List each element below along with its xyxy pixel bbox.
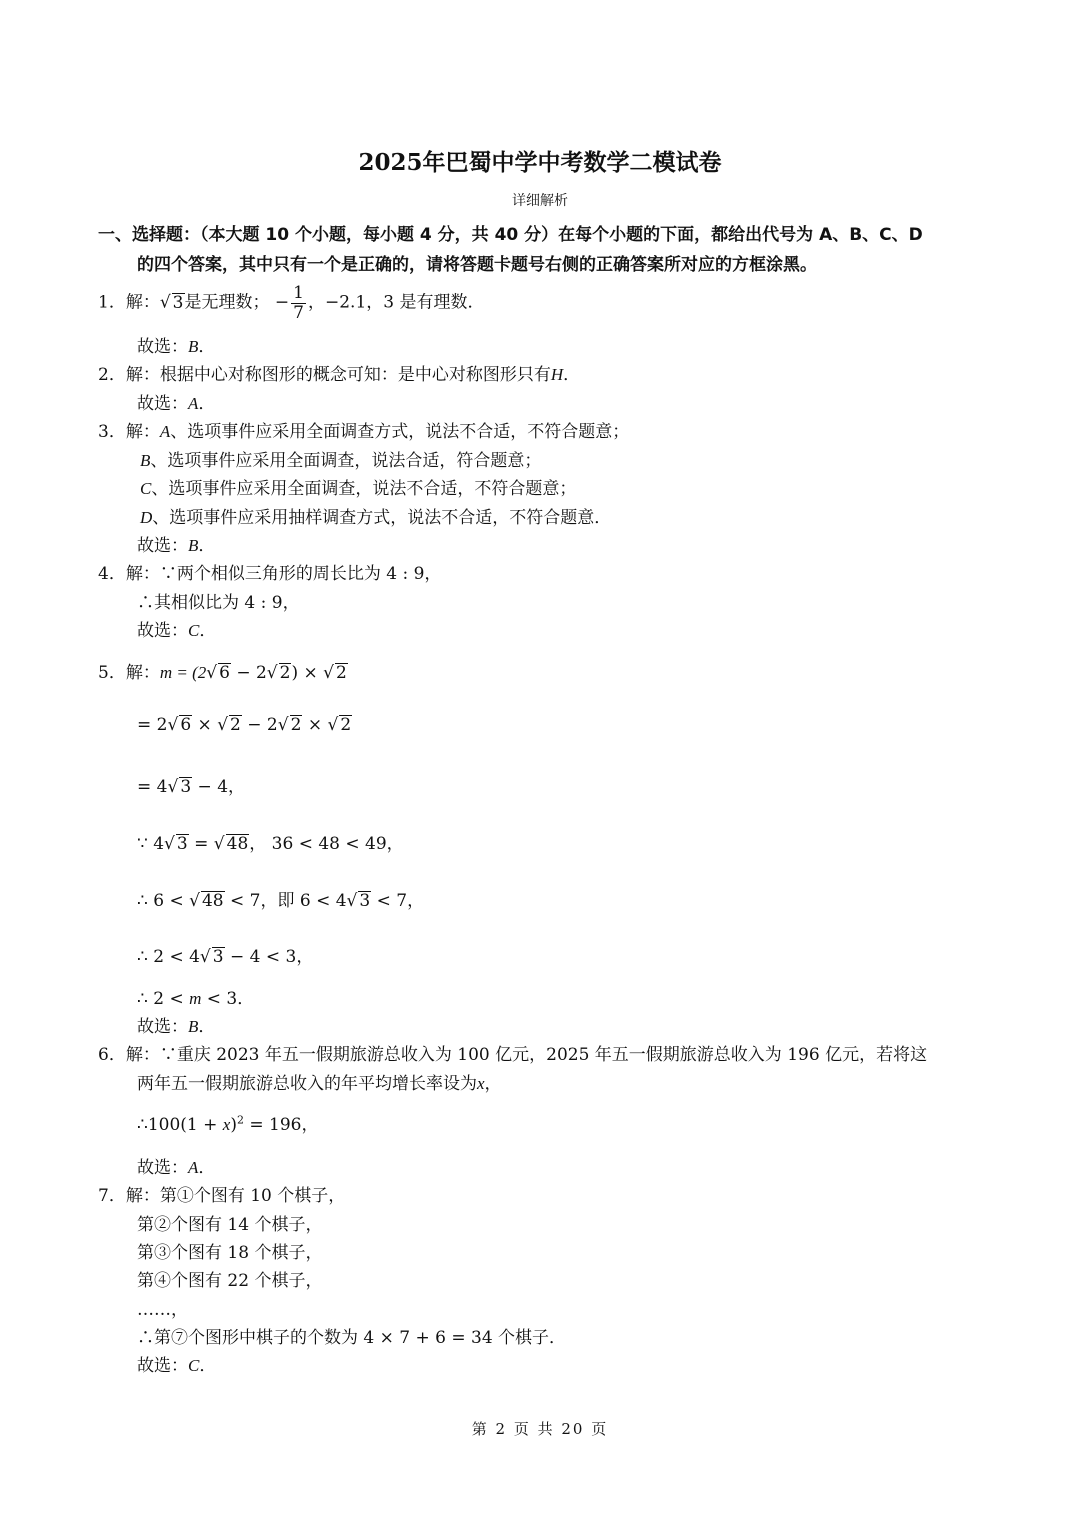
- q6-eq-c: = 196，: [243, 1115, 319, 1135]
- q7-answer: [137, 1351, 216, 1376]
- q1-radicand: 3: [172, 292, 184, 313]
- q6-answer: [137, 1153, 215, 1178]
- q5-s5b: < 7，即 6 < 4: [224, 891, 347, 911]
- q6-line1: 6．解：∵重庆 2023 年五一假期旅游总收入为 100 亿元，2025 年五一假期旅游总收入为 196 亿元，若将这: [98, 1045, 928, 1065]
- q3-label: 3．解：: [98, 422, 160, 442]
- q5-s4b: =: [188, 834, 214, 854]
- q5-s5-r48: 48: [201, 891, 224, 911]
- q3-option-c: [140, 474, 576, 499]
- q5-s4-r48: 48: [226, 834, 249, 854]
- page-footer: 第 2 页 共 20 页: [471, 1420, 609, 1438]
- q5-s1c: ) ×: [291, 663, 324, 683]
- answer-suffix: ．: [198, 1158, 216, 1178]
- q6-equation: [137, 1110, 318, 1135]
- q5-label: 5．解：: [98, 663, 160, 683]
- q7-line5: ……，: [137, 1300, 188, 1320]
- q5-s2-r2a: 2: [230, 715, 241, 735]
- q1-label: 1．解：: [98, 292, 160, 313]
- answer-prefix: 故选：: [137, 394, 188, 414]
- answer-suffix: ．: [199, 1356, 217, 1376]
- answer-suffix: ．: [198, 337, 216, 357]
- answer-suffix: ．: [198, 536, 216, 556]
- q2-end: ．: [563, 365, 581, 385]
- page-title: 2025年巴蜀中学中考数学二模试卷: [358, 149, 722, 176]
- q5-answer: [137, 1012, 215, 1037]
- q1-text-a: 是无理数；: [184, 292, 270, 313]
- q6-var: x: [477, 1074, 485, 1093]
- q3-opt-d: D: [140, 508, 153, 527]
- q5-s6-r3: 3: [212, 947, 224, 967]
- q7-line1: 7．解：第①个图有 10 个棋子，: [98, 1186, 346, 1206]
- q4-line1: 4．解：∵两个相似三角形的周长比为 4 : 9，: [98, 564, 442, 584]
- q2-solution: [98, 360, 580, 385]
- q4-answer-letter: C: [188, 621, 200, 640]
- q7-line6: ∴第⑦个图形中棋子的个数为 4 × 7 + 6 = 34 个棋子．: [137, 1328, 567, 1348]
- q3-text-c: 、选项事件应采用全面调查，说法不合适，不符合题意；: [151, 479, 577, 499]
- q3-opt-b: B: [140, 451, 151, 470]
- q6-eq-exp: 2: [236, 1113, 244, 1127]
- q5-step6: ∴ 2 < 4√ 3 − 4 < 3，: [137, 947, 314, 967]
- q3-option-d: [140, 503, 611, 528]
- q5-s4a: ∵ 4: [137, 834, 165, 854]
- q2-text: 2．解：根据中心对称图形的概念可知：是中心对称图形只有: [98, 365, 551, 385]
- q3-opt-a: A: [159, 422, 171, 441]
- q3-answer-letter: B: [188, 536, 199, 555]
- q5-step7: [137, 984, 254, 1009]
- q5-r2b: 2: [336, 663, 347, 683]
- section-heading-cont: 的四个答案，其中只有一个是正确的，请将答题卡题号右侧的正确答案所对应的方框涂黑。: [137, 255, 817, 275]
- q5-s2d: ×: [302, 715, 328, 735]
- q5-s7b: < 3．: [201, 989, 255, 1009]
- q7-line2: 第②个图有 14 个棋子，: [137, 1215, 323, 1235]
- q3-option-b: [140, 446, 541, 471]
- answer-prefix: 故选：: [137, 1356, 188, 1376]
- q3-text-b: 、选项事件应采用全面调查，说法合适，符合题意；: [150, 451, 542, 471]
- q2-answer: [137, 389, 215, 414]
- q5-step4: ∵ 4√ 3 = √ 48， 36 < 48 < 49，: [137, 834, 404, 854]
- q5-s1a: m = (2: [159, 663, 207, 682]
- page-subtitle: 详细解析: [512, 193, 568, 209]
- q5-step5: ∴ 6 < √ 48 < 7，即 6 < 4√ 3 < 7，: [137, 891, 425, 911]
- q5-s2-r2b: 2: [290, 715, 302, 735]
- q3-option-a: [98, 417, 629, 442]
- q5-s3b: − 4，: [192, 777, 246, 797]
- q4-line2: ∴其相似比为 4 : 9，: [137, 593, 300, 613]
- q6-text: 两年五一假期旅游总收入的年平均增长率设为: [137, 1074, 477, 1094]
- q1-solution: 1．解：√ 3是无理数； − $\frac{1}{7}$ ，−2.1，3 是有理数．: [98, 283, 485, 323]
- q1-answer: [137, 332, 215, 357]
- answer-prefix: 故选：: [137, 337, 188, 357]
- q7-line3: 第③个图有 18 个棋子，: [137, 1243, 323, 1263]
- q1-frac-den: 7: [293, 302, 304, 323]
- q5-step1: 5．解：m = (2√ 6 − 2√ 2) × √ 2: [98, 663, 347, 683]
- q5-s7-var: m: [189, 989, 202, 1008]
- q3-text-a: 、选项事件应采用全面调查方式，说法不合适，不符合题意；: [170, 422, 630, 442]
- q3-answer: [137, 531, 215, 556]
- answer-prefix: 故选：: [137, 1017, 188, 1037]
- q5-answer-letter: B: [188, 1017, 199, 1036]
- q1-frac-num: 1: [293, 283, 304, 303]
- q5-s2-r2c: 2: [340, 715, 352, 735]
- q5-s4-r3: 3: [176, 834, 188, 854]
- q6-answer-letter: A: [188, 1158, 199, 1177]
- q3-opt-c: C: [140, 479, 152, 498]
- answer-suffix: ．: [198, 1017, 216, 1037]
- q6-line2: [137, 1069, 502, 1094]
- q1-answer-letter: B: [188, 337, 199, 356]
- q5-s3a: = 4: [137, 777, 168, 797]
- q5-s1b: − 2: [230, 663, 267, 683]
- q5-r6: 6: [219, 663, 230, 683]
- q5-s7a: ∴ 2 <: [137, 989, 190, 1009]
- q5-s6a: ∴ 2 < 4: [137, 947, 200, 967]
- q5-s5c: < 7，: [371, 891, 425, 911]
- q2-answer-letter: A: [188, 394, 199, 413]
- q5-s3-r3: 3: [180, 777, 192, 797]
- q6-eq-var: x: [222, 1115, 231, 1134]
- answer-prefix: 故选：: [137, 1158, 188, 1178]
- q1-neg: −: [274, 292, 290, 313]
- q5-s5-r3: 3: [359, 891, 371, 911]
- q7-answer-letter: C: [188, 1356, 200, 1375]
- q5-s6b: − 4 < 3，: [224, 947, 314, 967]
- q5-s2-r6: 6: [180, 715, 192, 735]
- q6-end: ，: [484, 1074, 502, 1094]
- answer-prefix: 故选：: [137, 621, 188, 641]
- section-heading: 一、选择题：（本大题 10 个小题，每小题 4 分，共 40 分）在每个小题的下面，都给出代号为 A、B、C、D: [98, 225, 923, 245]
- q5-s5a: ∴ 6 <: [137, 891, 190, 911]
- answer-prefix: 故选：: [137, 536, 188, 556]
- q4-answer: [137, 616, 216, 641]
- q2-var: H: [550, 365, 564, 384]
- q5-s4c: ， 36 < 48 < 49，: [249, 834, 404, 854]
- q1-text-b: ，−2.1，3 是有理数．: [307, 292, 485, 313]
- q7-line4: 第④个图有 22 个棋子，: [137, 1271, 323, 1291]
- q5-s2a: = 2: [137, 715, 168, 735]
- q1-fraction: [291, 284, 306, 322]
- answer-suffix: ．: [199, 621, 217, 641]
- q6-eq-a: ∴100(1 +: [137, 1115, 223, 1135]
- q3-text-d: 、选项事件应采用抽样调查方式，说法不合适，不符合题意．: [152, 508, 612, 528]
- q5-s2b: ×: [192, 715, 218, 735]
- q6-eq-b: ): [230, 1115, 237, 1135]
- q5-r2: 2: [279, 663, 291, 683]
- q5-step2: = 2√ 6 × √ 2 − 2√ 2 × √ 2: [137, 715, 352, 735]
- q5-s2c: − 2: [241, 715, 278, 735]
- answer-suffix: ．: [198, 394, 216, 414]
- q5-step3: = 4√ 3 − 4，: [137, 777, 246, 797]
